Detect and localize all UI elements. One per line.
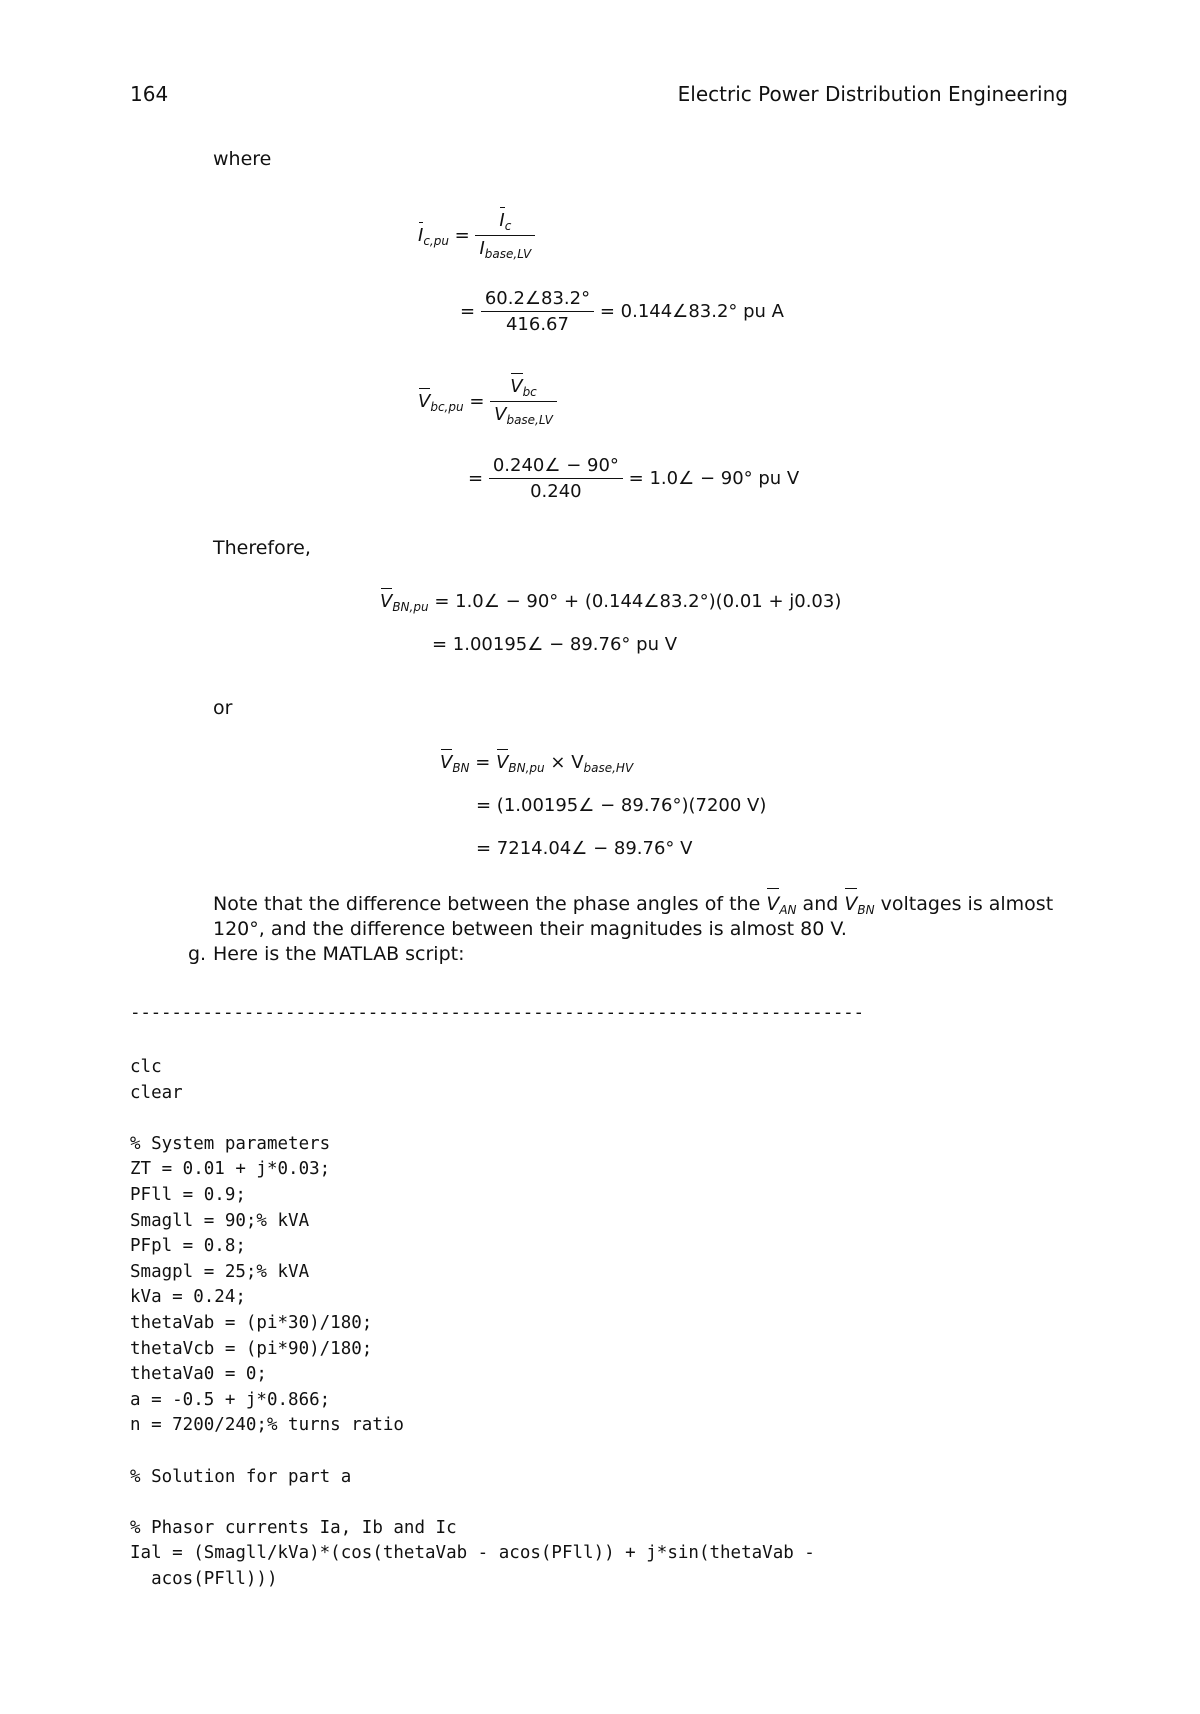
vbn-rhs-subscript: BN,pu: [508, 761, 545, 775]
vbc-den-subscript: base,LV: [506, 413, 553, 427]
vbc-den-symbol: V: [494, 404, 507, 425]
code-separator: -----------------------------------------------------------------------: [130, 1003, 864, 1023]
eq-vbc-step: = $\frac{0.240\angle - 90^\circ}{0.240}$ = 1.0∠ − 90° pu V: [468, 455, 800, 502]
note-vbn-symbol: V: [844, 893, 858, 915]
vbc-result: = 1.0∠ − 90° pu V: [628, 468, 800, 489]
vbn-rhs-symbol: V: [496, 752, 509, 773]
vbc-lhs-subscript: bc,pu: [430, 400, 464, 414]
vbn-lhs-subscript: BN: [452, 761, 470, 775]
note-text-a: Note that the difference between the phase angles of the: [213, 893, 761, 915]
eq-vbn: $V_{BN} = V_{BN,pu} \times V_{base,HV}$: [440, 752, 634, 775]
eq-ic-step: = $\frac{60.2\angle 83.2^\circ}{416.67}$ = 0.144∠83.2° pu A: [460, 288, 784, 335]
ic-num-symbol: I: [499, 210, 505, 231]
note-line-1: [213, 893, 1053, 917]
ic-num-subscript: c: [504, 219, 512, 233]
note-text-b: voltages is almost: [880, 893, 1054, 915]
note-van-symbol: V: [766, 893, 780, 915]
ic-den-symbol: I: [479, 238, 485, 259]
where-text: where: [213, 148, 272, 170]
vbn-pu-result: = 1.00195∠ − 89.76° pu V: [432, 634, 678, 655]
page-number: 164: [130, 82, 169, 106]
vbn-pu-lhs-subscript: BN,pu: [392, 600, 429, 614]
ic-step-numerator: 60.2∠83.2°: [481, 290, 594, 312]
vbc-step-numerator: 0.240∠ − 90°: [489, 457, 623, 479]
therefore-text: Therefore,: [213, 537, 311, 559]
note-and: and: [802, 893, 839, 915]
item-g-marker: g.: [188, 943, 207, 965]
note-line-2: 120°, and the difference between their magnitudes is almost 80 V.: [213, 918, 847, 940]
eq-vbn-pu: [380, 593, 841, 613]
vbc-step-denominator: 0.240: [530, 481, 582, 502]
vbn-step2: = 7214.04∠ − 89.76° V: [476, 838, 693, 859]
or-text: or: [213, 697, 233, 719]
ic-step-fraction: [481, 290, 594, 334]
note-vbn-subscript: BN: [857, 903, 875, 917]
ic-lhs-subscript: c,pu: [423, 234, 449, 248]
vbc-step-fraction: [489, 457, 623, 501]
vbc-num-symbol: V: [510, 376, 523, 397]
eq-ic-pu: $I_{c,pu}$ = $\frac{I_c}{I_{base,LV}}$: [418, 212, 535, 260]
vbn-pu-rhs: = 1.0∠ − 90° + (0.144∠83.2°)(0.01 + j0.03): [434, 591, 842, 612]
running-title: Electric Power Distribution Engineering: [677, 82, 1068, 106]
vbn-step1: = (1.00195∠ − 89.76°)(7200 V): [476, 795, 767, 816]
note-van-subscript: AN: [779, 903, 797, 917]
ic-fraction: [475, 212, 535, 260]
matlab-code-block: clc clear % System parameters ZT = 0.01 + j*0.03; PFll = 0.9; Smagll = 90;% kVA PFpl = 0.8; Smagpl = 25;% kVA kVa = 0.24; thetaVab = (pi*30)/180; thetaVcb = (pi*90)/180; thetaVa0 = 0; a = -0.5 + j*0.866; n = 7200/240;% turns ratio % Solution for part a % Phasor currents Ia, Ib and Ic Ial = (Smagll/kVa)*(cos(thetaVab - acos(PFll)) + j*sin(thetaVab - acos(PFll))): [130, 1057, 815, 1589]
item-g-text: Here is the MATLAB script:: [213, 943, 465, 965]
vbc-fraction: [490, 378, 557, 426]
eq-vbc-pu: $V_{bc,pu}$ = $\frac{V_{bc}}{V_{base,LV}}$: [418, 378, 557, 426]
vbn-pu-lhs-symbol: V: [380, 591, 393, 612]
vbc-lhs-symbol: V: [418, 391, 431, 412]
ic-den-subscript: base,LV: [484, 247, 532, 261]
vbn-lhs-symbol: V: [440, 752, 453, 773]
ic-lhs-symbol: I: [418, 225, 424, 246]
vbn-times: × V: [550, 752, 584, 773]
vbc-num-subscript: bc: [522, 385, 537, 399]
ic-result: = 0.144∠83.2° pu A: [599, 301, 784, 322]
vbn-base-subscript: base,HV: [583, 761, 634, 775]
ic-step-denominator: 416.67: [505, 314, 569, 335]
